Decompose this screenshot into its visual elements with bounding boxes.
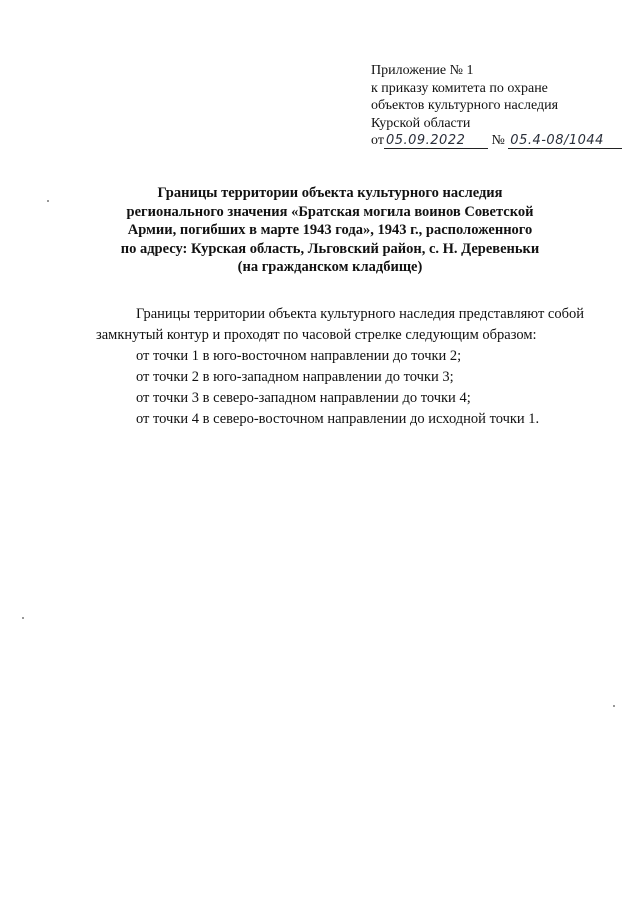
title-line-1: Границы территории объекта культурного наследия <box>157 185 503 201</box>
appendix-header <box>371 62 633 150</box>
appendix-title: Приложение № 1 <box>371 63 474 78</box>
document-title <box>90 184 570 277</box>
handwritten-number: 05.4-08/1044 <box>508 134 622 149</box>
handwritten-date: 05.09.2022 <box>384 134 488 149</box>
title-line-5: (на гражданском кладбище) <box>237 259 423 275</box>
appendix-order-line: к приказу комитета по охране <box>371 80 548 96</box>
appendix-committee-line: объектов культурного наследия <box>371 98 559 113</box>
appendix-region-line: Курской области <box>371 115 471 131</box>
title-line-4: по адресу: Курская область, Льговский район, с. Н. Деревеньки <box>120 240 540 257</box>
title-line-2: регионального значения «Братская могила воинов Советской <box>126 203 534 220</box>
document-body <box>96 304 584 430</box>
scan-speck <box>613 705 615 707</box>
title-line-3: Армии, погибших в марте 1943 года», 1943 г., расположенного <box>127 222 533 238</box>
from-label: от <box>371 133 384 148</box>
boundary-item: от точки 3 в северо-западном направлении до точки 4; <box>136 390 471 406</box>
intro-paragraph: Границы территории объекта культурного наследия представляют собой замкнутый контур и проходят по часовой стрелке следующим образом: <box>96 306 584 343</box>
scan-speck <box>47 200 49 202</box>
boundary-item: от точки 2 в юго-западном направлении до точки 3; <box>136 369 454 385</box>
boundary-item: от точки 1 в юго-восточном направлении до точки 2; <box>136 348 462 364</box>
number-label: № <box>491 133 505 148</box>
boundary-item: от точки 4 в северо-восточном направлении до исходной точки 1. <box>136 411 540 427</box>
appendix-date-number-line <box>371 132 633 150</box>
scan-speck <box>22 617 24 619</box>
